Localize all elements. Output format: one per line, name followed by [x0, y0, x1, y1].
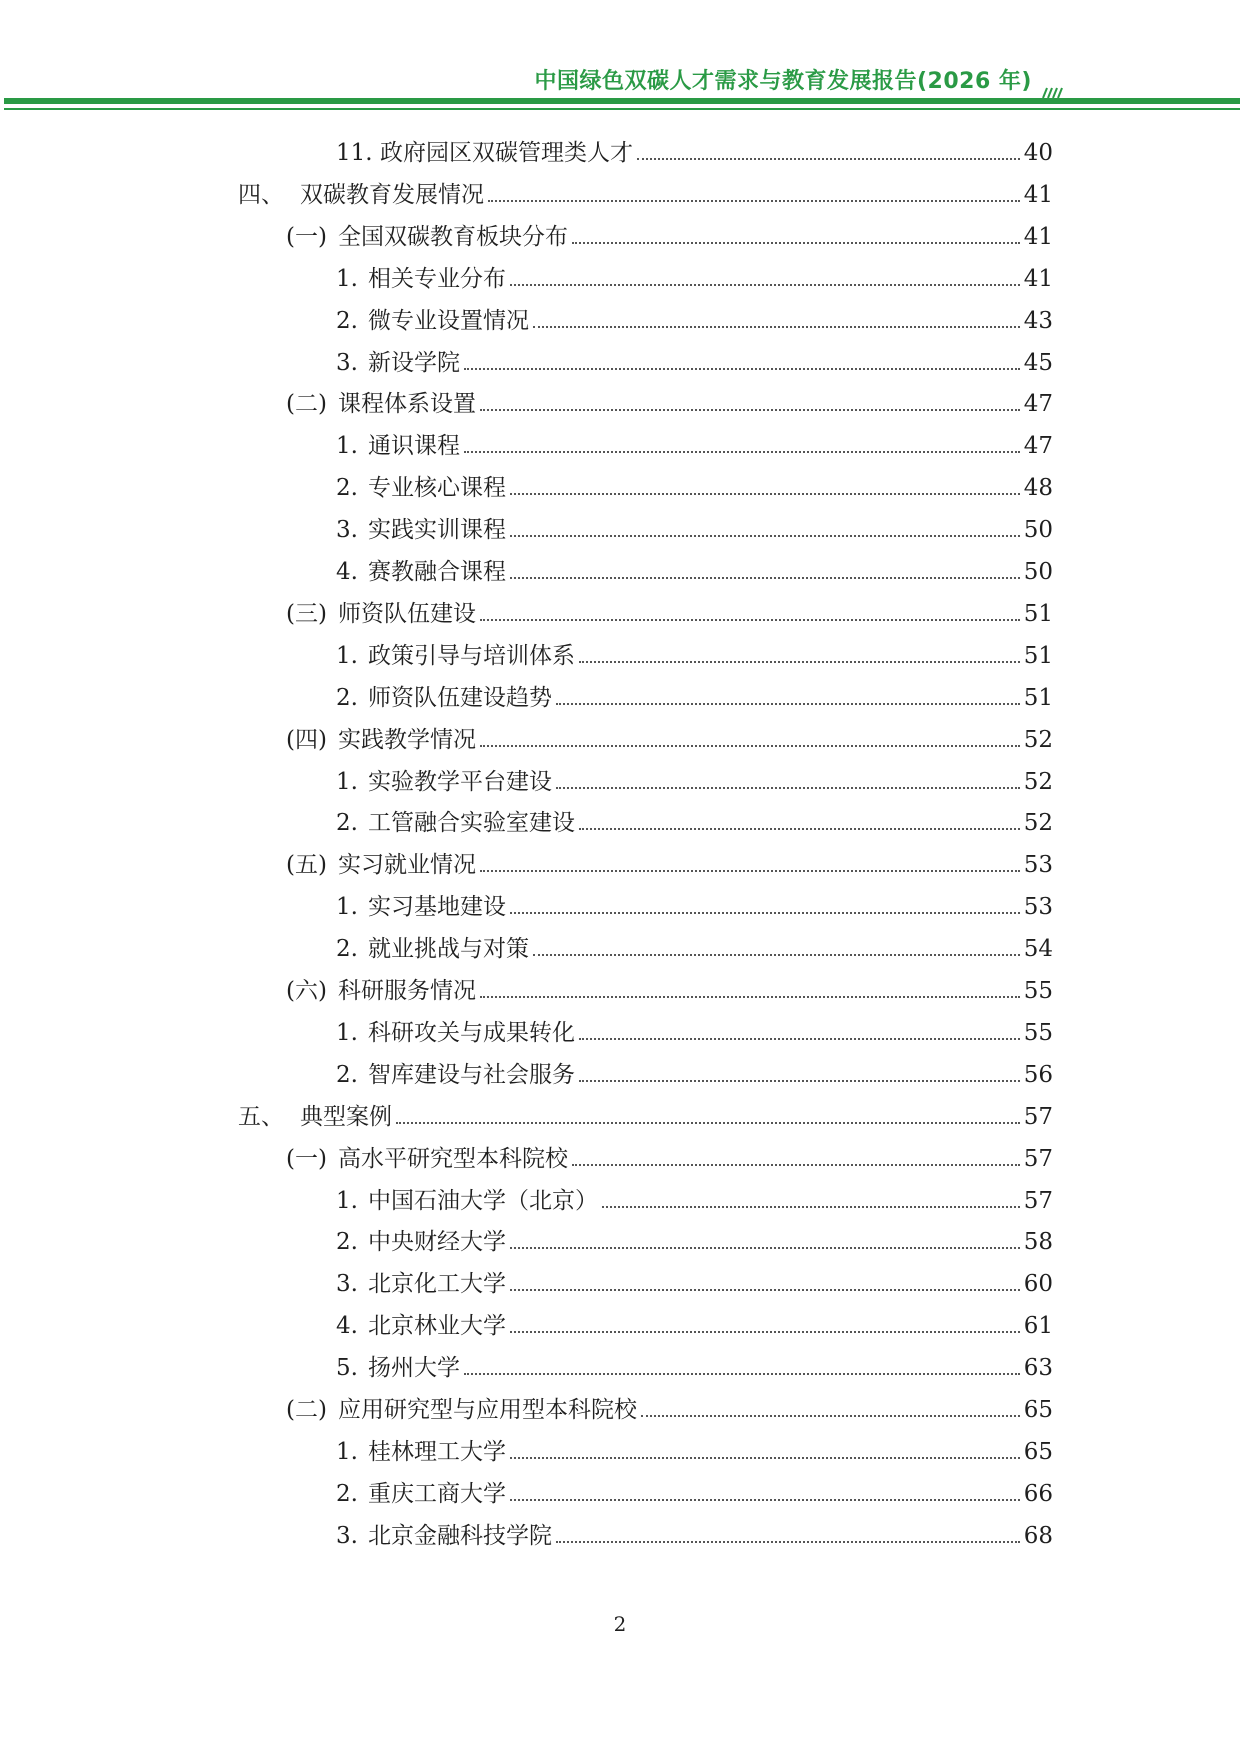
toc-entry-page: 43 [1023, 308, 1053, 334]
toc-entry[interactable] [336, 1268, 1053, 1300]
toc-entry-title: 北京化工大学 [368, 1271, 506, 1297]
toc-entry-page: 65 [1023, 1439, 1053, 1465]
toc-entry-number: (二) [286, 391, 327, 417]
toc-entry-number: (一) [286, 224, 327, 250]
toc-entry-title: 赛教融合课程 [368, 559, 506, 585]
toc-entry-number: 四、 [238, 182, 284, 208]
toc-entry-page: 68 [1023, 1523, 1053, 1549]
toc-entry-page: 52 [1023, 769, 1053, 795]
toc-entry-page: 65 [1023, 1397, 1053, 1423]
toc-entry-title: 典型案例 [300, 1104, 392, 1130]
toc-dot-leader [556, 703, 1020, 705]
toc-entry-page: 60 [1023, 1271, 1053, 1297]
toc-entry-title: 双碳教育发展情况 [300, 182, 484, 208]
toc-dot-leader [579, 1038, 1020, 1040]
toc-entry-page: 57 [1023, 1146, 1053, 1172]
toc-entry-title: 全国双碳教育板块分布 [338, 224, 568, 250]
toc-entry-number: 2. [336, 308, 358, 334]
toc-entry[interactable] [286, 849, 1053, 881]
toc-entry-page: 50 [1023, 517, 1053, 543]
toc-entry-title: 工管融合实验室建设 [368, 810, 575, 836]
toc-entry[interactable] [286, 724, 1053, 756]
toc-entry-title: 实践实训课程 [368, 517, 506, 543]
toc-dot-leader [510, 1331, 1020, 1333]
toc-entry-title: 应用研究型与应用型本科院校 [338, 1397, 637, 1423]
toc-entry[interactable] [336, 1520, 1053, 1552]
toc-entry-page: 47 [1023, 433, 1053, 459]
toc-dot-leader [510, 1499, 1020, 1501]
toc-dot-leader [464, 451, 1020, 453]
toc-dot-leader [572, 1164, 1020, 1166]
toc-entry-page: 52 [1023, 810, 1053, 836]
toc-entry-number: (五) [286, 852, 327, 878]
toc-entry-title: 中央财经大学 [368, 1229, 506, 1255]
toc-entry-number: 1. [336, 1020, 358, 1046]
toc-dot-leader [510, 284, 1020, 286]
toc-entry-page: 66 [1023, 1481, 1053, 1507]
toc-entry[interactable] [286, 1394, 1053, 1426]
toc-entry-number: 2. [336, 936, 358, 962]
toc-entry[interactable] [336, 807, 1053, 839]
toc-entry[interactable] [336, 556, 1053, 588]
toc-entry-page: 57 [1023, 1104, 1053, 1130]
toc-dot-leader [579, 1080, 1020, 1082]
toc-entry-number: (二) [286, 1397, 327, 1423]
toc-entry[interactable] [286, 221, 1053, 253]
toc-entry-title: 新设学院 [368, 350, 460, 376]
header-rule-thick [4, 98, 1240, 104]
toc-dot-leader [396, 1122, 1020, 1124]
toc-entry-number: 1. [336, 266, 358, 292]
toc-dot-leader [480, 870, 1020, 872]
toc-entry[interactable] [336, 1478, 1053, 1510]
toc-entry-page: 57 [1023, 1188, 1053, 1214]
toc-dot-leader [556, 1541, 1020, 1543]
toc-dot-leader [637, 158, 1020, 160]
toc-entry-title: 中国石油大学（北京） [368, 1188, 598, 1214]
toc-entry-number: (六) [286, 978, 327, 1004]
toc-entry-title: 北京金融科技学院 [368, 1523, 552, 1549]
toc-entry-number: (四) [286, 727, 327, 753]
toc-entry-page: 51 [1023, 643, 1053, 669]
toc-entry-number: 2. [336, 475, 358, 501]
header-slash-ornament [1040, 86, 1064, 98]
toc-entry-title: 科研服务情况 [338, 978, 476, 1004]
toc-entry[interactable] [336, 640, 1053, 672]
toc-entry-title: 就业挑战与对策 [368, 936, 529, 962]
toc-entry-page: 47 [1023, 391, 1053, 417]
toc-dot-leader [464, 1373, 1020, 1375]
toc-dot-leader [510, 1457, 1020, 1459]
toc-entry-page: 41 [1023, 224, 1053, 250]
toc-entry[interactable] [336, 347, 1053, 379]
toc-entry[interactable] [336, 305, 1053, 337]
toc-entry-page: 41 [1023, 182, 1053, 208]
toc-entry-page: 45 [1023, 350, 1053, 376]
toc-entry[interactable] [336, 514, 1053, 546]
toc-entry-number: 五、 [238, 1104, 284, 1130]
toc-entry-page: 53 [1023, 894, 1053, 920]
toc-entry-number: 1. [336, 643, 358, 669]
toc-entry-number: 3. [336, 1271, 358, 1297]
toc-dot-leader [480, 996, 1020, 998]
toc-entry-page: 63 [1023, 1355, 1053, 1381]
toc-dot-leader [572, 242, 1020, 244]
toc-entry-page: 41 [1023, 266, 1053, 292]
toc-entry-number: 1. [336, 769, 358, 795]
toc-entry[interactable] [336, 263, 1053, 295]
toc-entry-number: (三) [286, 601, 327, 627]
toc-dot-leader [510, 535, 1020, 537]
toc-entry[interactable] [336, 1185, 1053, 1217]
report-title: 中国绿色双碳人才需求与教育发展报告(2026 年) [534, 69, 1032, 94]
toc-dot-leader [480, 745, 1020, 747]
toc-entry-page: 55 [1023, 1020, 1053, 1046]
toc-dot-leader [480, 619, 1020, 621]
toc-entry-number: 4. [336, 1313, 358, 1339]
toc-entry-number: 2. [336, 1229, 358, 1255]
toc-entry[interactable] [238, 1101, 1053, 1133]
toc-dot-leader [556, 787, 1020, 789]
header-rule-thin [4, 108, 1240, 110]
toc-entry[interactable] [238, 179, 1053, 211]
toc-entry[interactable] [336, 1436, 1053, 1468]
toc-entry[interactable] [336, 1226, 1053, 1258]
toc-entry-page: 51 [1023, 601, 1053, 627]
toc-entry[interactable] [336, 137, 1053, 169]
toc-dot-leader [510, 493, 1020, 495]
toc-entry-page: 56 [1023, 1062, 1053, 1088]
toc-entry[interactable] [286, 598, 1053, 630]
toc-dot-leader [480, 409, 1020, 411]
toc-entry-title: 实践教学情况 [338, 727, 476, 753]
toc-entry-number: 2. [336, 810, 358, 836]
toc-dot-leader [641, 1415, 1020, 1417]
toc-entry[interactable] [336, 766, 1053, 798]
toc-entry-title: 师资队伍建设趋势 [368, 685, 552, 711]
toc-entry-title: 课程体系设置 [338, 391, 476, 417]
toc-entry[interactable] [286, 388, 1053, 420]
toc-entry[interactable] [286, 975, 1053, 1007]
toc-dot-leader [510, 1247, 1020, 1249]
toc-entry-title: 政府园区双碳管理类人才 [380, 140, 633, 166]
toc-entry-title: 微专业设置情况 [368, 308, 529, 334]
toc-entry-number: 1. [336, 894, 358, 920]
toc-entry-page: 61 [1023, 1313, 1053, 1339]
toc-entry-page: 48 [1023, 475, 1053, 501]
toc-entry-number: 1. [336, 1188, 358, 1214]
toc-entry-page: 40 [1023, 140, 1053, 166]
toc-entry[interactable] [336, 1017, 1053, 1049]
toc-entry-title: 智库建设与社会服务 [368, 1062, 575, 1088]
toc-entry-page: 55 [1023, 978, 1053, 1004]
toc-dot-leader [533, 954, 1020, 956]
toc-entry-title: 扬州大学 [368, 1355, 460, 1381]
toc-entry-title: 师资队伍建设 [338, 601, 476, 627]
toc-dot-leader [602, 1206, 1020, 1208]
toc-dot-leader [510, 1289, 1020, 1291]
toc-entry[interactable] [336, 1310, 1053, 1342]
toc-entry-title: 重庆工商大学 [368, 1481, 506, 1507]
toc-entry[interactable] [336, 682, 1053, 714]
toc-dot-leader [533, 326, 1020, 328]
toc-entry-number: 1. [336, 433, 358, 459]
toc-dot-leader [510, 577, 1020, 579]
toc-entry-title: 桂林理工大学 [368, 1439, 506, 1465]
toc-entry-number: 2. [336, 1481, 358, 1507]
toc-entry-title: 实习就业情况 [338, 852, 476, 878]
toc-entry[interactable] [336, 1059, 1053, 1091]
toc-entry-number: 1. [336, 1439, 358, 1465]
toc-entry[interactable] [286, 1143, 1053, 1175]
toc-entry-title: 相关专业分布 [368, 266, 506, 292]
toc-dot-leader [488, 200, 1020, 202]
toc-entry-number: 11. [336, 140, 373, 166]
toc-entry-number: 4. [336, 559, 358, 585]
toc-entry-title: 高水平研究型本科院校 [338, 1146, 568, 1172]
toc-entry-title: 实验教学平台建设 [368, 769, 552, 795]
toc-dot-leader [510, 912, 1020, 914]
toc-entry-title: 专业核心课程 [368, 475, 506, 501]
toc-entry[interactable] [336, 933, 1053, 965]
toc-entry-page: 54 [1023, 936, 1053, 962]
toc-dot-leader [579, 828, 1020, 830]
toc-entry-page: 53 [1023, 852, 1053, 878]
toc-entry-title: 政策引导与培训体系 [368, 643, 575, 669]
toc-entry-page: 50 [1023, 559, 1053, 585]
running-header [0, 0, 1240, 120]
toc-entry[interactable] [336, 1352, 1053, 1384]
toc-dot-leader [464, 368, 1020, 370]
toc-entry-number: 5. [336, 1355, 358, 1381]
toc-entry[interactable] [336, 891, 1053, 923]
page-number: 2 [613, 1612, 627, 1636]
toc-entry-title: 科研攻关与成果转化 [368, 1020, 575, 1046]
toc-entry[interactable] [336, 430, 1053, 462]
toc-entry-number: 3. [336, 517, 358, 543]
toc-entry-number: (一) [286, 1146, 327, 1172]
toc-entry-number: 2. [336, 1062, 358, 1088]
toc-dot-leader [579, 661, 1020, 663]
toc-entry-page: 52 [1023, 727, 1053, 753]
toc-entry-number: 2. [336, 685, 358, 711]
toc-entry-number: 3. [336, 1523, 358, 1549]
toc-entry-page: 58 [1023, 1229, 1053, 1255]
toc-entry[interactable] [336, 472, 1053, 504]
toc-entry-number: 3. [336, 350, 358, 376]
toc-entry-title: 北京林业大学 [368, 1313, 506, 1339]
toc-entry-title: 通识课程 [368, 433, 460, 459]
toc-entry-page: 51 [1023, 685, 1053, 711]
toc-entry-title: 实习基地建设 [368, 894, 506, 920]
